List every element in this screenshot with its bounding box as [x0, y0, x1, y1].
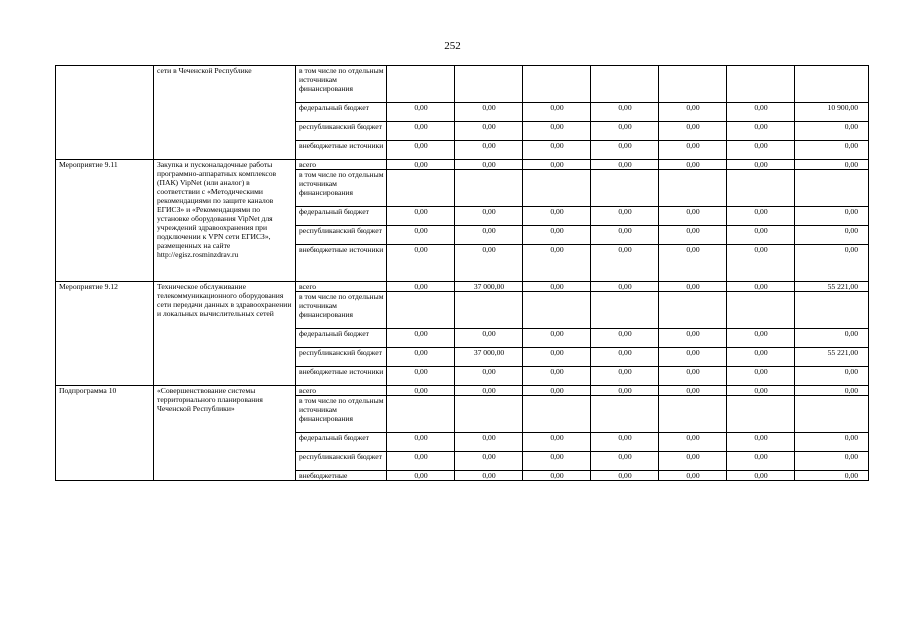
- amount-cell: 0,00: [591, 160, 659, 170]
- amount-cell: 0,00: [795, 122, 869, 141]
- amount-cell: 0,00: [523, 141, 591, 160]
- amount-cell: [455, 66, 523, 103]
- amount-cell: 0,00: [659, 452, 727, 471]
- amount-cell: 0,00: [387, 471, 455, 481]
- funding-source-cell: всего: [296, 160, 387, 170]
- amount-cell: 0,00: [387, 245, 455, 282]
- amount-cell: 0,00: [659, 122, 727, 141]
- amount-cell: [523, 170, 591, 207]
- amount-cell: 0,00: [455, 367, 523, 386]
- amount-cell: 0,00: [455, 386, 523, 396]
- amount-cell: 0,00: [523, 245, 591, 282]
- amount-cell: 0,00: [387, 103, 455, 122]
- amount-cell: 0,00: [727, 160, 795, 170]
- funding-source-cell: всего: [296, 386, 387, 396]
- amount-cell: 0,00: [523, 122, 591, 141]
- amount-cell: 0,00: [727, 245, 795, 282]
- amount-cell: 0,00: [727, 226, 795, 245]
- measure-name-cell: Техническое обслуживание телекоммуникационного оборудования сети передачи данных в здравоохранении и локальных вычислительных сетей: [154, 282, 296, 386]
- amount-cell: [659, 396, 727, 433]
- amount-cell: 0,00: [795, 207, 869, 226]
- funding-source-cell: республиканский бюджет: [296, 452, 387, 471]
- amount-cell: 0,00: [455, 160, 523, 170]
- amount-cell: [727, 292, 795, 329]
- funding-source-cell: внебюджетные источники: [296, 245, 387, 282]
- amount-cell: 0,00: [795, 245, 869, 282]
- amount-cell: [387, 66, 455, 103]
- funding-source-cell: республиканский бюджет: [296, 226, 387, 245]
- amount-cell: 0,00: [727, 386, 795, 396]
- amount-cell: 0,00: [591, 103, 659, 122]
- amount-cell: 0,00: [455, 122, 523, 141]
- funding-source-cell: в том числе по отдельным источникам финансирования: [296, 292, 387, 329]
- amount-cell: 0,00: [523, 348, 591, 367]
- amount-cell: [387, 170, 455, 207]
- funding-source-cell: федеральный бюджет: [296, 103, 387, 122]
- amount-cell: [591, 66, 659, 103]
- amount-cell: 0,00: [727, 141, 795, 160]
- amount-cell: 0,00: [523, 367, 591, 386]
- amount-cell: 0,00: [659, 367, 727, 386]
- page-number: 252: [444, 40, 461, 52]
- funding-source-cell: внебюджетные источники: [296, 141, 387, 160]
- funding-source-cell: республиканский бюджет: [296, 122, 387, 141]
- amount-cell: 0,00: [727, 329, 795, 348]
- amount-cell: 55 221,00: [795, 282, 869, 292]
- amount-cell: 0,00: [387, 433, 455, 452]
- amount-cell: 0,00: [523, 103, 591, 122]
- amount-cell: 0,00: [387, 141, 455, 160]
- amount-cell: 0,00: [591, 471, 659, 481]
- amount-cell: 0,00: [523, 329, 591, 348]
- table-row: [56, 386, 869, 396]
- amount-cell: 37 000,00: [455, 348, 523, 367]
- amount-cell: [387, 292, 455, 329]
- amount-cell: 0,00: [659, 245, 727, 282]
- funding-source-cell: внебюджетные источники: [296, 367, 387, 386]
- amount-cell: 0,00: [795, 433, 869, 452]
- amount-cell: 0,00: [455, 329, 523, 348]
- amount-cell: [591, 170, 659, 207]
- amount-cell: 0,00: [455, 226, 523, 245]
- amount-cell: [795, 292, 869, 329]
- amount-cell: [387, 396, 455, 433]
- amount-cell: 0,00: [523, 386, 591, 396]
- amount-cell: 0,00: [795, 141, 869, 160]
- amount-cell: 0,00: [591, 207, 659, 226]
- measure-code-cell: Мероприятие 9.12: [56, 282, 154, 386]
- amount-cell: 10 900,00: [795, 103, 869, 122]
- measure-code-cell: Подпрограмма 10: [56, 386, 154, 481]
- amount-cell: 0,00: [591, 226, 659, 245]
- amount-cell: 0,00: [591, 367, 659, 386]
- amount-cell: 0,00: [795, 329, 869, 348]
- amount-cell: 0,00: [387, 282, 455, 292]
- measure-code-cell: [56, 66, 154, 160]
- amount-cell: 0,00: [591, 282, 659, 292]
- amount-cell: 0,00: [591, 433, 659, 452]
- amount-cell: 0,00: [387, 329, 455, 348]
- amount-cell: 0,00: [727, 103, 795, 122]
- amount-cell: [659, 292, 727, 329]
- amount-cell: 0,00: [795, 226, 869, 245]
- amount-cell: 0,00: [387, 207, 455, 226]
- amount-cell: [455, 292, 523, 329]
- amount-cell: 0,00: [795, 386, 869, 396]
- amount-cell: 0,00: [455, 103, 523, 122]
- amount-cell: [727, 66, 795, 103]
- amount-cell: 0,00: [387, 348, 455, 367]
- amount-cell: 55 221,00: [795, 348, 869, 367]
- amount-cell: 0,00: [591, 348, 659, 367]
- amount-cell: 0,00: [523, 160, 591, 170]
- amount-cell: 0,00: [659, 141, 727, 160]
- amount-cell: 0,00: [659, 226, 727, 245]
- amount-cell: 0,00: [523, 207, 591, 226]
- amount-cell: 0,00: [523, 226, 591, 245]
- table-row: [56, 160, 869, 170]
- table-row: [56, 282, 869, 292]
- funding-source-cell: в том числе по отдельным источникам финансирования: [296, 66, 387, 103]
- amount-cell: 0,00: [387, 226, 455, 245]
- amount-cell: [591, 292, 659, 329]
- table-body: [56, 66, 869, 481]
- amount-cell: 0,00: [727, 367, 795, 386]
- amount-cell: 0,00: [659, 160, 727, 170]
- amount-cell: [455, 396, 523, 433]
- measure-name-cell: «Совершенствование системы территориального планирования Чеченской Республики»: [154, 386, 296, 481]
- amount-cell: 0,00: [387, 160, 455, 170]
- amount-cell: 0,00: [591, 141, 659, 160]
- amount-cell: 0,00: [795, 160, 869, 170]
- amount-cell: 0,00: [727, 207, 795, 226]
- funding-source-cell: республиканский бюджет: [296, 348, 387, 367]
- amount-cell: 0,00: [523, 471, 591, 481]
- amount-cell: [455, 170, 523, 207]
- amount-cell: 0,00: [727, 471, 795, 481]
- amount-cell: 0,00: [455, 452, 523, 471]
- funding-source-cell: в том числе по отдельным источникам финансирования: [296, 396, 387, 433]
- amount-cell: 0,00: [455, 141, 523, 160]
- table-row: [56, 66, 869, 103]
- amount-cell: 0,00: [659, 386, 727, 396]
- amount-cell: 0,00: [659, 103, 727, 122]
- amount-cell: [523, 66, 591, 103]
- amount-cell: 37 000,00: [455, 282, 523, 292]
- amount-cell: 0,00: [387, 122, 455, 141]
- amount-cell: [523, 396, 591, 433]
- measure-name-cell: Закупка и пусконаладочные работы программно-аппаратных комплексов (ПАК) VipNet (или аналог) в соответствии с «Методическими рекомендациями по защите каналов ЕГИСЗ» и «Рекомендациями по установке оборудования VipNet для учреждений здравоохранения при подключении к VPN сети ЕГИСЗ», размещенных на сайте http://egisz.rosminzdrav.ru: [154, 160, 296, 282]
- amount-cell: [659, 66, 727, 103]
- funding-source-cell: в том числе по отдельным источникам финансирования: [296, 170, 387, 207]
- amount-cell: [795, 66, 869, 103]
- amount-cell: [523, 292, 591, 329]
- amount-cell: 0,00: [455, 471, 523, 481]
- amount-cell: 0,00: [659, 282, 727, 292]
- amount-cell: 0,00: [591, 122, 659, 141]
- amount-cell: 0,00: [659, 471, 727, 481]
- amount-cell: [591, 396, 659, 433]
- funding-source-cell: федеральный бюджет: [296, 433, 387, 452]
- amount-cell: 0,00: [455, 433, 523, 452]
- funding-source-cell: федеральный бюджет: [296, 207, 387, 226]
- amount-cell: 0,00: [659, 433, 727, 452]
- amount-cell: [795, 396, 869, 433]
- amount-cell: 0,00: [387, 452, 455, 471]
- amount-cell: 0,00: [523, 433, 591, 452]
- amount-cell: 0,00: [727, 348, 795, 367]
- amount-cell: 0,00: [591, 386, 659, 396]
- amount-cell: 0,00: [659, 348, 727, 367]
- amount-cell: [727, 396, 795, 433]
- amount-cell: 0,00: [387, 367, 455, 386]
- amount-cell: 0,00: [591, 452, 659, 471]
- measure-name-cell: сети в Чеченской Республике: [154, 66, 296, 160]
- amount-cell: 0,00: [455, 207, 523, 226]
- funding-source-cell: внебюджетные: [296, 471, 387, 481]
- amount-cell: 0,00: [591, 245, 659, 282]
- amount-cell: 0,00: [727, 433, 795, 452]
- amount-cell: 0,00: [523, 282, 591, 292]
- amount-cell: 0,00: [795, 452, 869, 471]
- funding-source-cell: федеральный бюджет: [296, 329, 387, 348]
- amount-cell: 0,00: [387, 386, 455, 396]
- amount-cell: [659, 170, 727, 207]
- amount-cell: 0,00: [795, 367, 869, 386]
- amount-cell: 0,00: [727, 452, 795, 471]
- measure-code-cell: Мероприятие 9.11: [56, 160, 154, 282]
- amount-cell: 0,00: [795, 471, 869, 481]
- amount-cell: [727, 170, 795, 207]
- amount-cell: 0,00: [659, 329, 727, 348]
- amount-cell: 0,00: [727, 122, 795, 141]
- financing-table: [55, 65, 869, 481]
- amount-cell: 0,00: [727, 282, 795, 292]
- amount-cell: 0,00: [659, 207, 727, 226]
- amount-cell: 0,00: [591, 329, 659, 348]
- amount-cell: [795, 170, 869, 207]
- amount-cell: 0,00: [523, 452, 591, 471]
- amount-cell: 0,00: [455, 245, 523, 282]
- funding-source-cell: всего: [296, 282, 387, 292]
